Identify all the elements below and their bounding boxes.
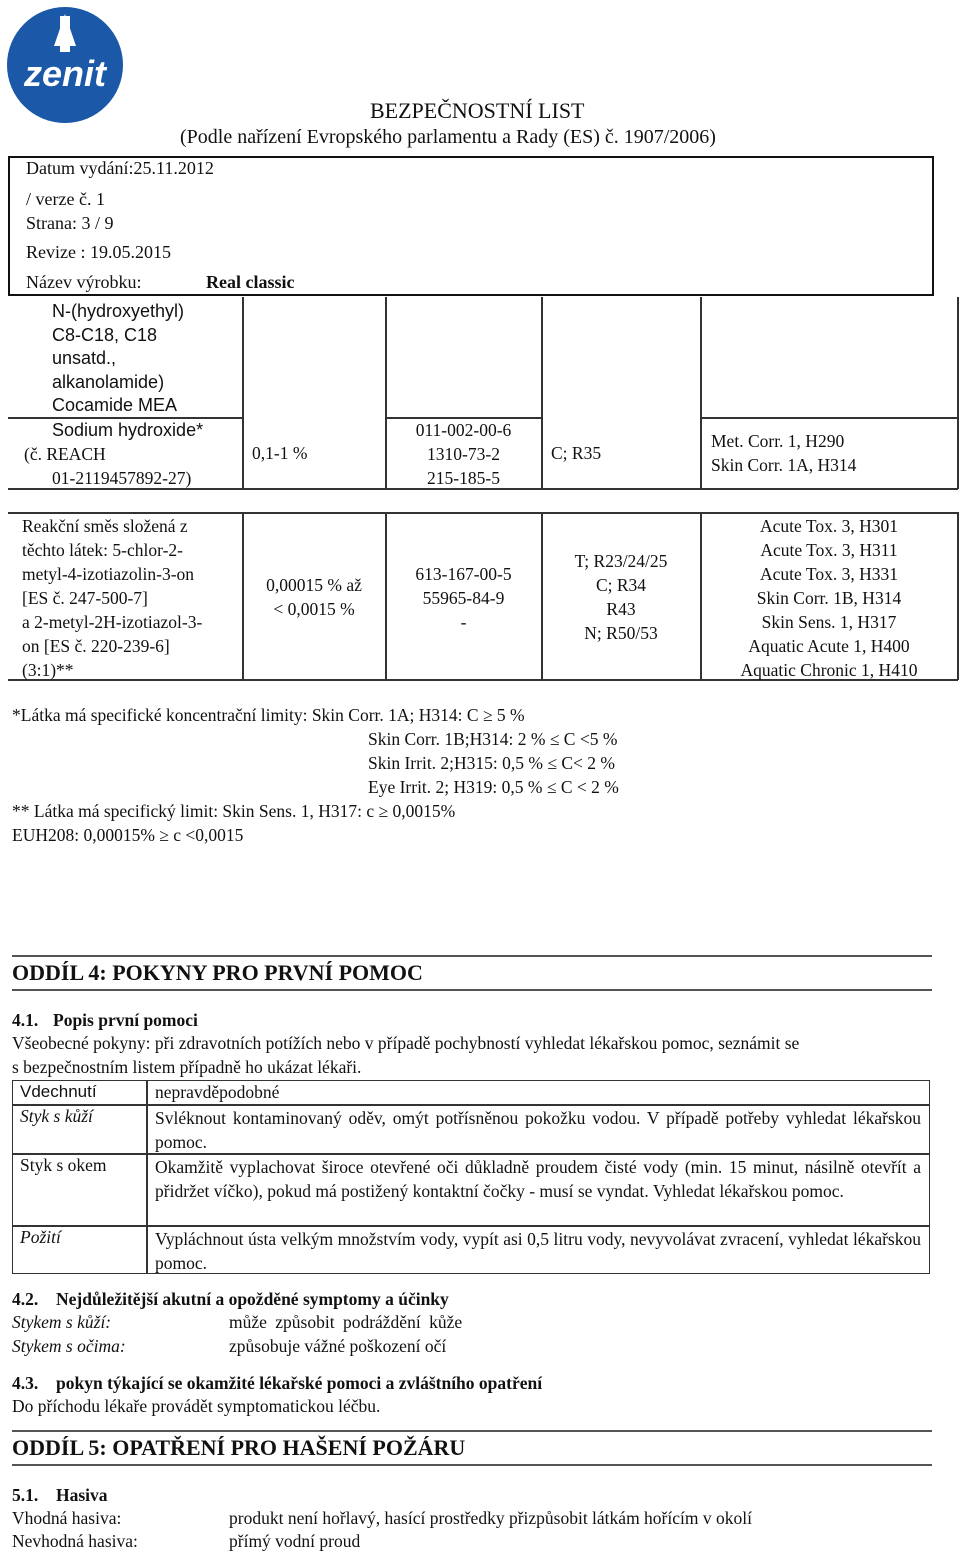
row2-classification-clp: Met. Corr. 1, H290 Skin Corr. 1A, H314 bbox=[711, 431, 857, 475]
row2-classification-67-548: C; R35 bbox=[551, 443, 602, 463]
document-subtitle: (Podle nařízení Evropského parlamentu a Rady (ES) č. 1907/2006) bbox=[180, 126, 716, 148]
document-title: BEZPEČNOSTNÍ LIST bbox=[370, 98, 585, 123]
row3-concentration: 0,00015 % až < 0,0015 % bbox=[266, 575, 362, 619]
zenit-logo-icon bbox=[6, 6, 124, 124]
row3-substance-name: Reakční směs složená z těchto látek: 5-chlor-2- metyl-4-izotiazolin-3-on [ES č. 247-500-7] a 2-metyl-2H-izotiazol-3- on [ES č. 220-239-6] (3:1)** bbox=[22, 516, 203, 680]
fa-text-ingestion: Vypláchnout ústa velkým množstvím vody, vypít asi 0,5 litru vody, nevyvolávat zvracení, vyhledat lékařskou pomoc. bbox=[155, 1229, 921, 1273]
s43-number: 4.3. bbox=[12, 1373, 39, 1393]
s42-number: 4.2. bbox=[12, 1289, 39, 1309]
revision: Revize : 19.05.2015 bbox=[26, 242, 171, 262]
section5-bottom-rule bbox=[12, 1464, 932, 1466]
suitable-extinguisher-text: produkt není hořlavý, hasící prostředky přizpůsobit látkám hořícím v okolí bbox=[229, 1508, 752, 1528]
company-logo bbox=[6, 6, 124, 124]
version: / verze č. 1 bbox=[26, 189, 105, 209]
row2-concentration: 0,1-1 % bbox=[252, 443, 308, 463]
fa-text-skin: Svléknout kontaminovaný oděv, omýt potřísněnou pokožku vodou. V případě potřeby vyhledat lékařskou pomoc. bbox=[155, 1108, 921, 1152]
row3-classification-clp: Acute Tox. 3, H301 Acute Tox. 3, H311 Acute Tox. 3, H331 Skin Corr. 1B, H314 Skin Sens. 1, H317 Aquatic Acute 1, H400 Aquatic Chronic 1, H410 bbox=[740, 516, 918, 680]
s51-number: 5.1. bbox=[12, 1485, 39, 1505]
svg-text:zenit: zenit bbox=[23, 53, 107, 94]
s43-text: Do příchodu lékaře provádět symptomatickou léčbu. bbox=[12, 1396, 381, 1416]
s43-title: pokyn týkající se okamžité lékařské pomoci a zvláštního opatření bbox=[56, 1373, 543, 1393]
symptom-eye-label: Stykem s očima: bbox=[12, 1336, 126, 1356]
section4-top-rule bbox=[12, 955, 932, 957]
section5-top-rule bbox=[12, 1430, 932, 1432]
suitable-extinguisher-label: Vhodná hasiva: bbox=[12, 1508, 122, 1528]
symptom-eye-text: způsobuje vážné poškození očí bbox=[229, 1336, 447, 1356]
issue-date: Datum vydání:25.11.2012 bbox=[26, 158, 214, 178]
section5-heading: ODDÍL 5: OPATŘENÍ PRO HAŠENÍ POŽÁRU bbox=[12, 1435, 466, 1460]
general-instructions-line1: Všeobecné pokyny: při zdravotních potížích nebo v případě pochybností vyhledat lékařskou pomoc, seznámit se bbox=[12, 1033, 800, 1053]
fa-label-ingestion: Požití bbox=[20, 1227, 61, 1247]
s41-title: Popis první pomoci bbox=[53, 1010, 198, 1030]
fa-label-skin: Styk s kůží bbox=[20, 1106, 93, 1126]
row1-substance-name: N-(hydroxyethyl) C8-C18, C18 unsatd., alkanolamide) Cocamide MEA bbox=[52, 301, 185, 415]
fa-text-inhalation: nepravděpodobné bbox=[155, 1082, 280, 1102]
section4-bottom-rule bbox=[12, 989, 932, 991]
page-number: Strana: 3 / 9 bbox=[26, 213, 114, 233]
symptom-skin-text: může způsobit podráždění kůže bbox=[229, 1312, 463, 1332]
fa-label-inhalation: Vdechnutí bbox=[20, 1082, 97, 1101]
symptom-skin-label: Stykem s kůží: bbox=[12, 1312, 112, 1332]
row2-substance-name: Sodium hydroxide* (č. REACH 01-2119457892-27) bbox=[24, 420, 204, 488]
note-specific-limit-sens: ** Látka má specifický limit: Skin Sens. 1, H317: c ≥ 0,0015% bbox=[12, 801, 456, 821]
note-specific-limits: *Látka má specifické koncentrační limity: Skin Corr. 1A; H314: C ≥ 5 % bbox=[12, 705, 525, 725]
s51-title: Hasiva bbox=[56, 1485, 108, 1505]
note-limit-2: Skin Corr. 1B;H314: 2 % ≤ C <5 % bbox=[368, 729, 618, 749]
unsuitable-extinguisher-text: přímý vodní proud bbox=[229, 1531, 361, 1551]
s42-title: Nejdůležitější akutní a opožděné symptomy a účinky bbox=[56, 1289, 449, 1309]
section4-heading: ODDÍL 4: POKYNY PRO PRVNÍ POMOC bbox=[12, 960, 423, 985]
note-limit-4: Eye Irrit. 2; H319: 0,5 % ≤ C < 2 % bbox=[368, 777, 619, 797]
row2-identifiers: 011-002-00-6 1310-73-2 215-185-5 bbox=[415, 420, 512, 488]
general-instructions-line2: s bezpečnostním listem případně ho ukázat lékaři. bbox=[12, 1057, 362, 1077]
note-limit-3: Skin Irrit. 2;H315: 0,5 % ≤ C< 2 % bbox=[368, 753, 615, 773]
row3-classification-67-548: T; R23/24/25 C; R34 R43 N; R50/53 bbox=[574, 551, 668, 643]
s41-number: 4.1. bbox=[12, 1010, 39, 1030]
row3-identifiers: 613-167-00-5 55965-84-9 - bbox=[415, 564, 512, 632]
fa-label-eye: Styk s okem bbox=[20, 1155, 107, 1175]
unsuitable-extinguisher-label: Nevhodná hasiva: bbox=[12, 1531, 138, 1551]
product-name: Real classic bbox=[206, 272, 295, 292]
product-label: Název výrobku: bbox=[26, 272, 142, 292]
fa-text-eye: Okamžitě vyplachovat široce otevřené oči důkladně proudem čisté vody (min. 15 minut, násilně otevřít a přidržet víčko), pokud má postižený kontaktní čočky - musí se vyndat. Vyhledat lékařskou pomoc. bbox=[155, 1157, 921, 1201]
note-euh208: EUH208: 0,00015% ≥ c <0,0015 bbox=[12, 825, 244, 845]
